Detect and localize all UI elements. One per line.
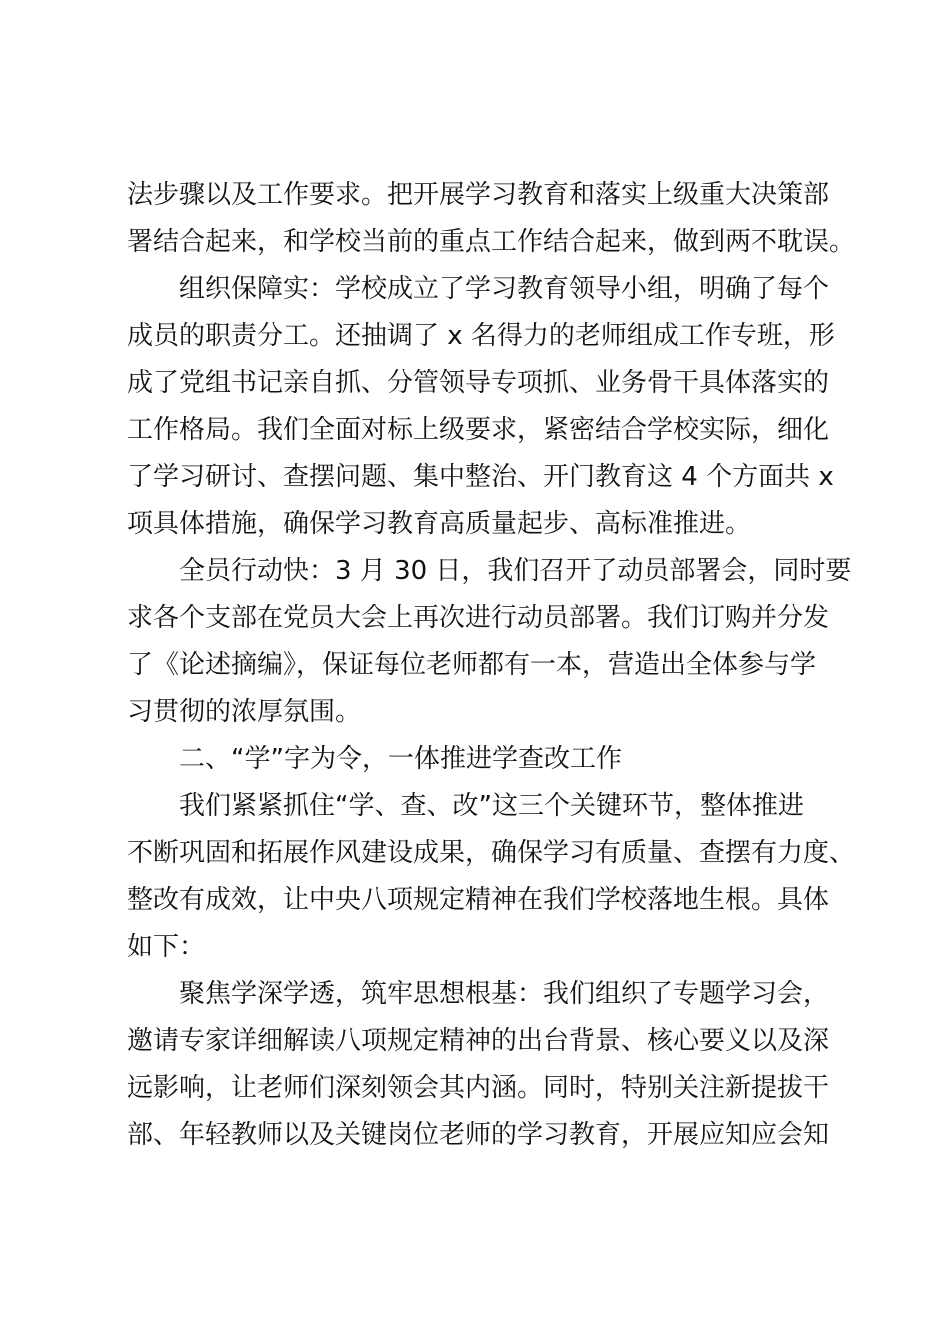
text-line-20: 远影响，让老师们深刻领会其内涵。同时，特别关注新提拔干 (127, 1073, 830, 1103)
text-line-21: 部、年轻教师以及关键岗位老师的学习教育，开展应知应会知 (127, 1120, 830, 1150)
text-line-10: 求各个支部在党员大会上再次进行动员部署。我们订购并分发 (127, 603, 830, 633)
text-line-11: 了《论述摘编》，保证每位老师都有一本，营造出全体参与学 (127, 650, 817, 680)
text-line-19: 邀请专家详细解读八项规定精神的出台背景、核心要义以及深 (127, 1026, 830, 1056)
document-body (127, 172, 856, 1159)
text-line-1: 法步骤以及工作要求。把开展学习教育和落实上级重大决策部 (127, 180, 830, 210)
text-line-14: 我们紧紧抓住“学、查、改”这三个关键环节，整体推进 (179, 791, 804, 821)
section-heading: 二、“学”字为令，一体推进学查改工作 (179, 744, 622, 774)
text-line-12: 习贯彻的浓厚氛围。 (127, 697, 362, 727)
text-line-3: 组织保障实：学校成立了学习教育领导小组，明确了每个 (179, 274, 830, 304)
text-line-8: 项具体措施，确保学习教育高质量起步、高标准推进。 (127, 509, 752, 539)
text-line-15: 不断巩固和拓展作风建设成果，确保学习有质量、查摆有力度、 (127, 838, 856, 868)
text-line-7: 了学习研讨、查摆问题、集中整治、开门教育这 4 个方面共 x (127, 462, 834, 492)
text-line-2: 署结合起来，和学校当前的重点工作结合起来，做到两不耽误。 (127, 227, 856, 257)
text-line-18: 聚焦学深学透，筑牢思想根基：我们组织了专题学习会， (179, 979, 830, 1009)
text-line-16: 整改有成效，让中央八项规定精神在我们学校落地生根。具体 (127, 885, 830, 915)
text-line-6: 工作格局。我们全面对标上级要求，紧密结合学校实际，细化 (127, 415, 830, 445)
text-line-5: 成了党组书记亲自抓、分管领导专项抓、业务骨干具体落实的 (127, 368, 830, 398)
text-line-9: 全员行动快：3 月 30 日，我们召开了动员部署会，同时要 (179, 556, 852, 586)
text-line-17: 如下： (127, 932, 206, 962)
text-line-4: 成员的职责分工。还抽调了 x 名得力的老师组成工作专班，形 (127, 321, 835, 351)
